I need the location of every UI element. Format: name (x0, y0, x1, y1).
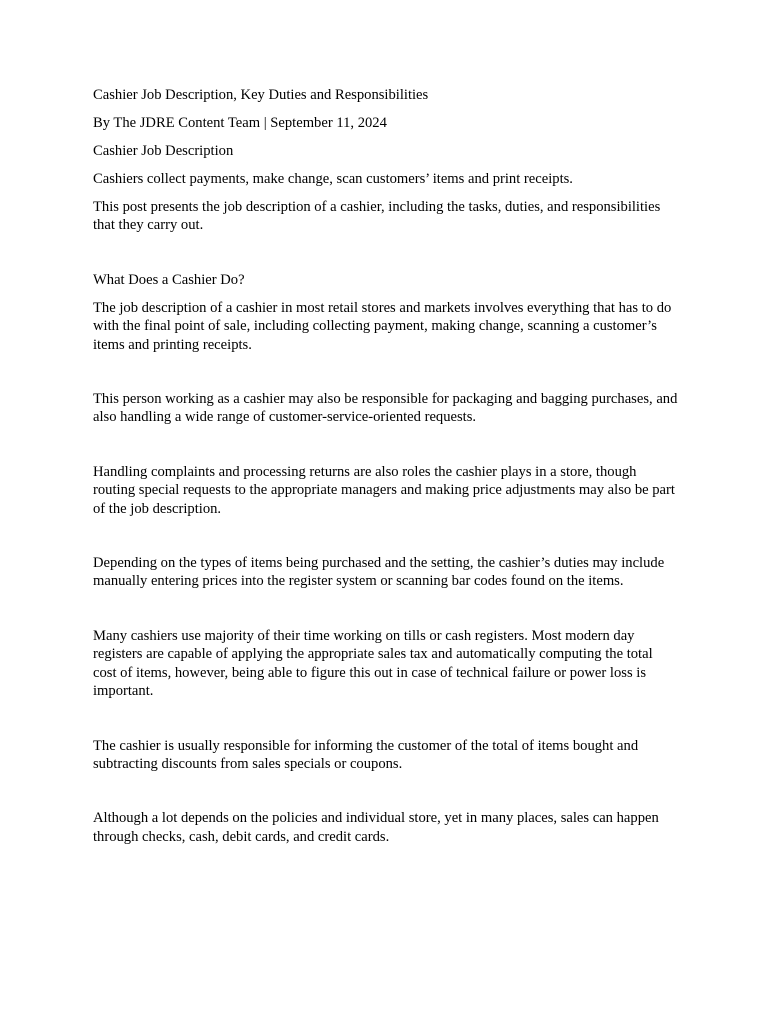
byline: By The JDRE Content Team | September 11, 2024 (93, 115, 387, 131)
body-paragraph: Depending on the types of items being purchased and the setting, the cashier’s duties may include manually entering prices into the register system or scanning bar codes found on the items. (93, 555, 665, 590)
body-paragraph: Handling complaints and processing returns are also roles the cashier plays in a store, though routing special requests to the appropriate managers and making price adjustments may also be part of the job description. (93, 463, 675, 517)
intro-paragraph-2: This post presents the job description of a cashier, including the tasks, duties, and responsibilities that they carry out. (93, 199, 661, 234)
document-page (93, 86, 678, 846)
body-paragraph: The job description of a cashier in most retail stores and markets involves everything that has to do with the final point of sale, including collecting payment, making change, scanning a customer’s items and printing receipts. (93, 299, 672, 353)
document-title: Cashier Job Description, Key Duties and Responsibilities (93, 87, 429, 103)
intro-paragraph-1: Cashiers collect payments, make change, scan customers’ items and print receipts. (93, 171, 573, 187)
body-paragraph: This person working as a cashier may also be responsible for packaging and bagging purchases, and also handling a wide range of customer-service-oriented requests. (93, 391, 678, 426)
section-heading: Cashier Job Description (93, 143, 234, 159)
body-paragraph: Many cashiers use majority of their time working on tills or cash registers. Most modern day registers are capable of applying the appropriate sales tax and automatically computing the total cost of items, however, being able to figure this out in case of technical failure or power loss is important. (93, 627, 653, 700)
body-paragraph: Although a lot depends on the policies and individual store, yet in many places, sales can happen through checks, cash, debit cards, and credit cards. (93, 810, 659, 845)
subheading: What Does a Cashier Do? (93, 271, 245, 288)
body-paragraph: The cashier is usually responsible for informing the customer of the total of items bought and subtracting discounts from sales specials or coupons. (93, 737, 639, 772)
